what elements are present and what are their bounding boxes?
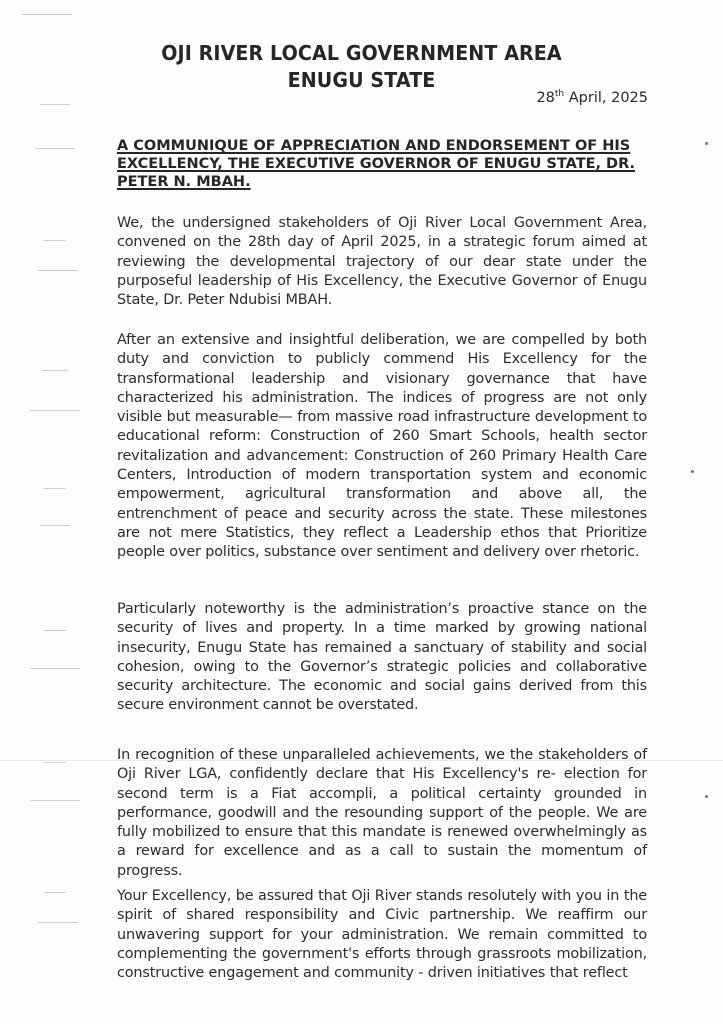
paragraph-security: Particularly noteworthy is the administration’s proactive stance on the security of lives and property. In a time marked by growing national insecurity, Enugu State has remained a sanctuary of stability and social cohesion, owing to the Governor’s strategic policies and collaborative security architecture. The economic and social gains derived from this secure environment cannot be overstated.	[117, 601, 647, 714]
scan-mark	[44, 488, 66, 489]
scan-mark	[40, 525, 70, 526]
scan-mark	[30, 668, 80, 669]
header-state-title: ENUGU STATE	[287, 68, 436, 92]
paragraph-introduction: We, the undersigned stakeholders of Oji River Local Government Area, convened on the 28th day of April 2025, in a strategic forum aimed at reviewing the developmental trajectory of our dear state under the purposeful leadership of His Excellency, the Executive Governor of Enugu State, Dr. Peter Ndubisi MBAH.	[117, 215, 647, 309]
scan-mark	[44, 762, 66, 763]
scan-mark	[30, 410, 80, 411]
scan-mark	[44, 630, 66, 631]
document-date	[536, 89, 648, 106]
paragraph-support: Your Excellency, be assured that Oji River stands resolutely with you in the spirit of shared responsibility and Civic partnership. We reaffirm our unwavering support for your administration. We remain committed to complementing the government's efforts through grassroots mobilization, constructive engagement and community - driven initiatives that reflect	[117, 888, 647, 982]
scan-dot	[705, 795, 708, 798]
scan-mark	[40, 104, 70, 105]
scan-mark	[42, 370, 68, 371]
scan-mark	[44, 240, 66, 241]
paragraph-commendation: After an extensive and insightful deliberation, we are compelled by both duty and conviction to publicly commend His Excellency for the transformational leadership and visionary governance that have characterized his administration. The indices of progress are not only visible but measurable— from massive road infrastructure development to educational reform: Construction of 260 Smart Schools, health sector revitalization and advancement: Construction of 260 Primary Health Care Centers, Introduction of modern transportation system and economic empowerment, agricultural transformation and above all, the entrenchment of peace and security across the state. These milestones are not mere Statistics, they reflect a Leadership ethos that Prioritize people over politics, substance over sentiment and delivery over rhetoric.	[117, 332, 647, 561]
scan-dot	[705, 142, 708, 145]
scan-mark	[30, 800, 80, 801]
date-rest: April, 2025	[564, 89, 648, 106]
scan-mark	[35, 148, 75, 149]
date-day: 28	[536, 89, 555, 106]
scan-mark	[38, 922, 78, 923]
communique-subject: A COMMUNIQUE OF APPRECIATION AND ENDORSEMENT OF HIS EXCELLENCY, THE EXECUTIVE GOVERNOR OF ENUGU STATE, DR. PETER N. MBAH.	[117, 138, 636, 190]
scan-mark	[38, 270, 78, 271]
date-suffix: th	[554, 89, 565, 99]
scan-mark	[44, 892, 66, 893]
left-margin-scan-artifacts	[0, 0, 100, 1024]
scan-dot	[691, 470, 694, 473]
paragraph-endorsement: In recognition of these unparalleled achievements, we the stakeholders of Oji River LGA, confidently declare that His Excellency's re- election for second term is a Fiat accompli, a political certainty grounded in performance, goodwill and the resounding support of the people. We are fully mobilized to ensure that this mandate is renewed overwhelmingly as a reward for excellence and as a call to sustain the momentum of progress.	[117, 747, 647, 879]
header-lga-title: OJI RIVER LOCAL GOVERNMENT AREA	[161, 41, 562, 65]
scan-mark	[22, 14, 72, 15]
